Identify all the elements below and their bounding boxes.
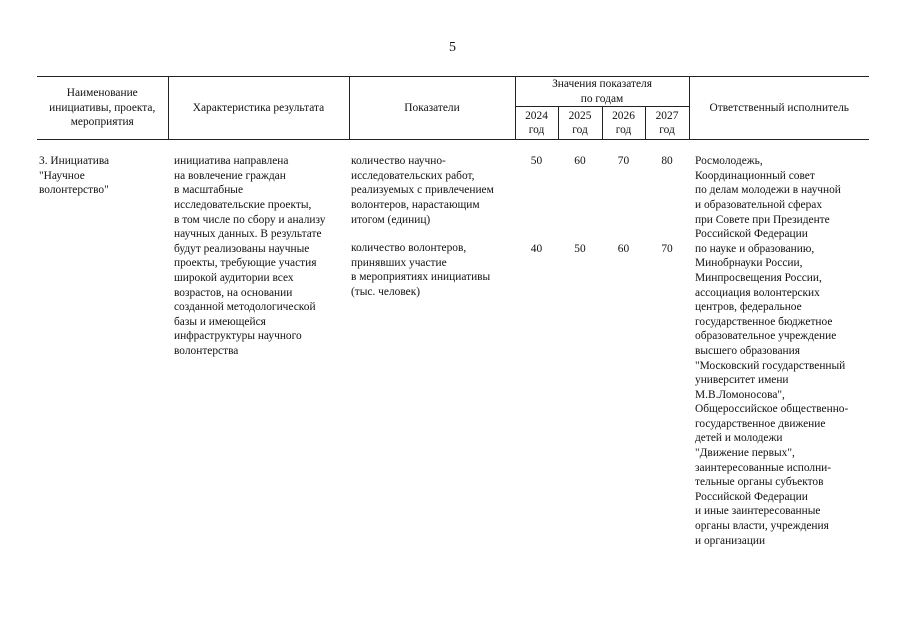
indicator-text: количество волонтеров, принявших участие в мероприятиях инициативы (тыс. человек) xyxy=(351,242,491,298)
indicator-value: 40 xyxy=(530,242,543,255)
header-spacer xyxy=(37,140,869,155)
responsible-executor: Росмолодежь, Координационный совет по делам молодежи в научной и образовательной сферах при Совете при Президенте Российской Федерации по науке и образованию, Минобрнауки России, Минпросвещения России, ассоциация волонтерских центров, федеральное государственное бюджетное образовательное учреждение высшего образования "Московский государственный университет имени М.В.Ломоносова", Общероссийское общественно- государственное движение детей и молодежи "Движение первых", заинтересованные исполни- тельные органы субъектов Российской Федерации и иные заинтересованные органы власти, учреждения и организации xyxy=(695,155,849,547)
header-year-2027: 2027 год xyxy=(645,107,689,140)
indicator-value: 50 xyxy=(574,242,586,255)
header-characteristic: Характеристика результата xyxy=(168,77,349,140)
result-characteristic: инициатива направлена на вовлечение граждан в масштабные исследовательские проекты, в том числе по сбору и анализу научных данных. В результате будут реализованы научные проекты, требующие участия широкой аудитории всех возрастов, на основании созданной методологической базы и имеющейся инфраструктуры научного волонтерства xyxy=(174,155,326,357)
initiatives-table xyxy=(37,76,869,548)
indicator-value: 60 xyxy=(574,155,586,168)
indicator-value: 50 xyxy=(530,155,543,168)
indicator-text: количество научно- исследовательских работ, реализуемых с привлечением волонтеров, нарастающим итогом (единиц) xyxy=(351,155,494,226)
values-2026 xyxy=(602,154,645,548)
header-year-2025: 2025 год xyxy=(558,107,602,140)
table-row xyxy=(37,154,869,548)
indicator-value: 60 xyxy=(617,242,630,255)
indicator-value: 70 xyxy=(617,155,630,168)
header-indicators: Показатели xyxy=(349,77,515,140)
header-year-2024: 2024 год xyxy=(515,107,558,140)
indicator-value: 70 xyxy=(661,242,673,255)
page-number: 5 xyxy=(449,40,456,55)
indicators-cell xyxy=(349,154,515,548)
values-2025 xyxy=(558,154,602,548)
header-name: Наименование инициативы, проекта, мероприятия xyxy=(37,77,168,140)
header-responsible: Ответственный исполнитель xyxy=(709,101,849,114)
values-2024 xyxy=(515,154,558,548)
values-2027 xyxy=(645,154,689,548)
initiative-name: 3. Инициатива "Научное волонтерство" xyxy=(39,155,110,197)
indicator-value: 80 xyxy=(661,155,673,168)
header-year-2026: 2026 год xyxy=(602,107,645,140)
header-values-group: Значения показателя по годам xyxy=(515,77,689,107)
